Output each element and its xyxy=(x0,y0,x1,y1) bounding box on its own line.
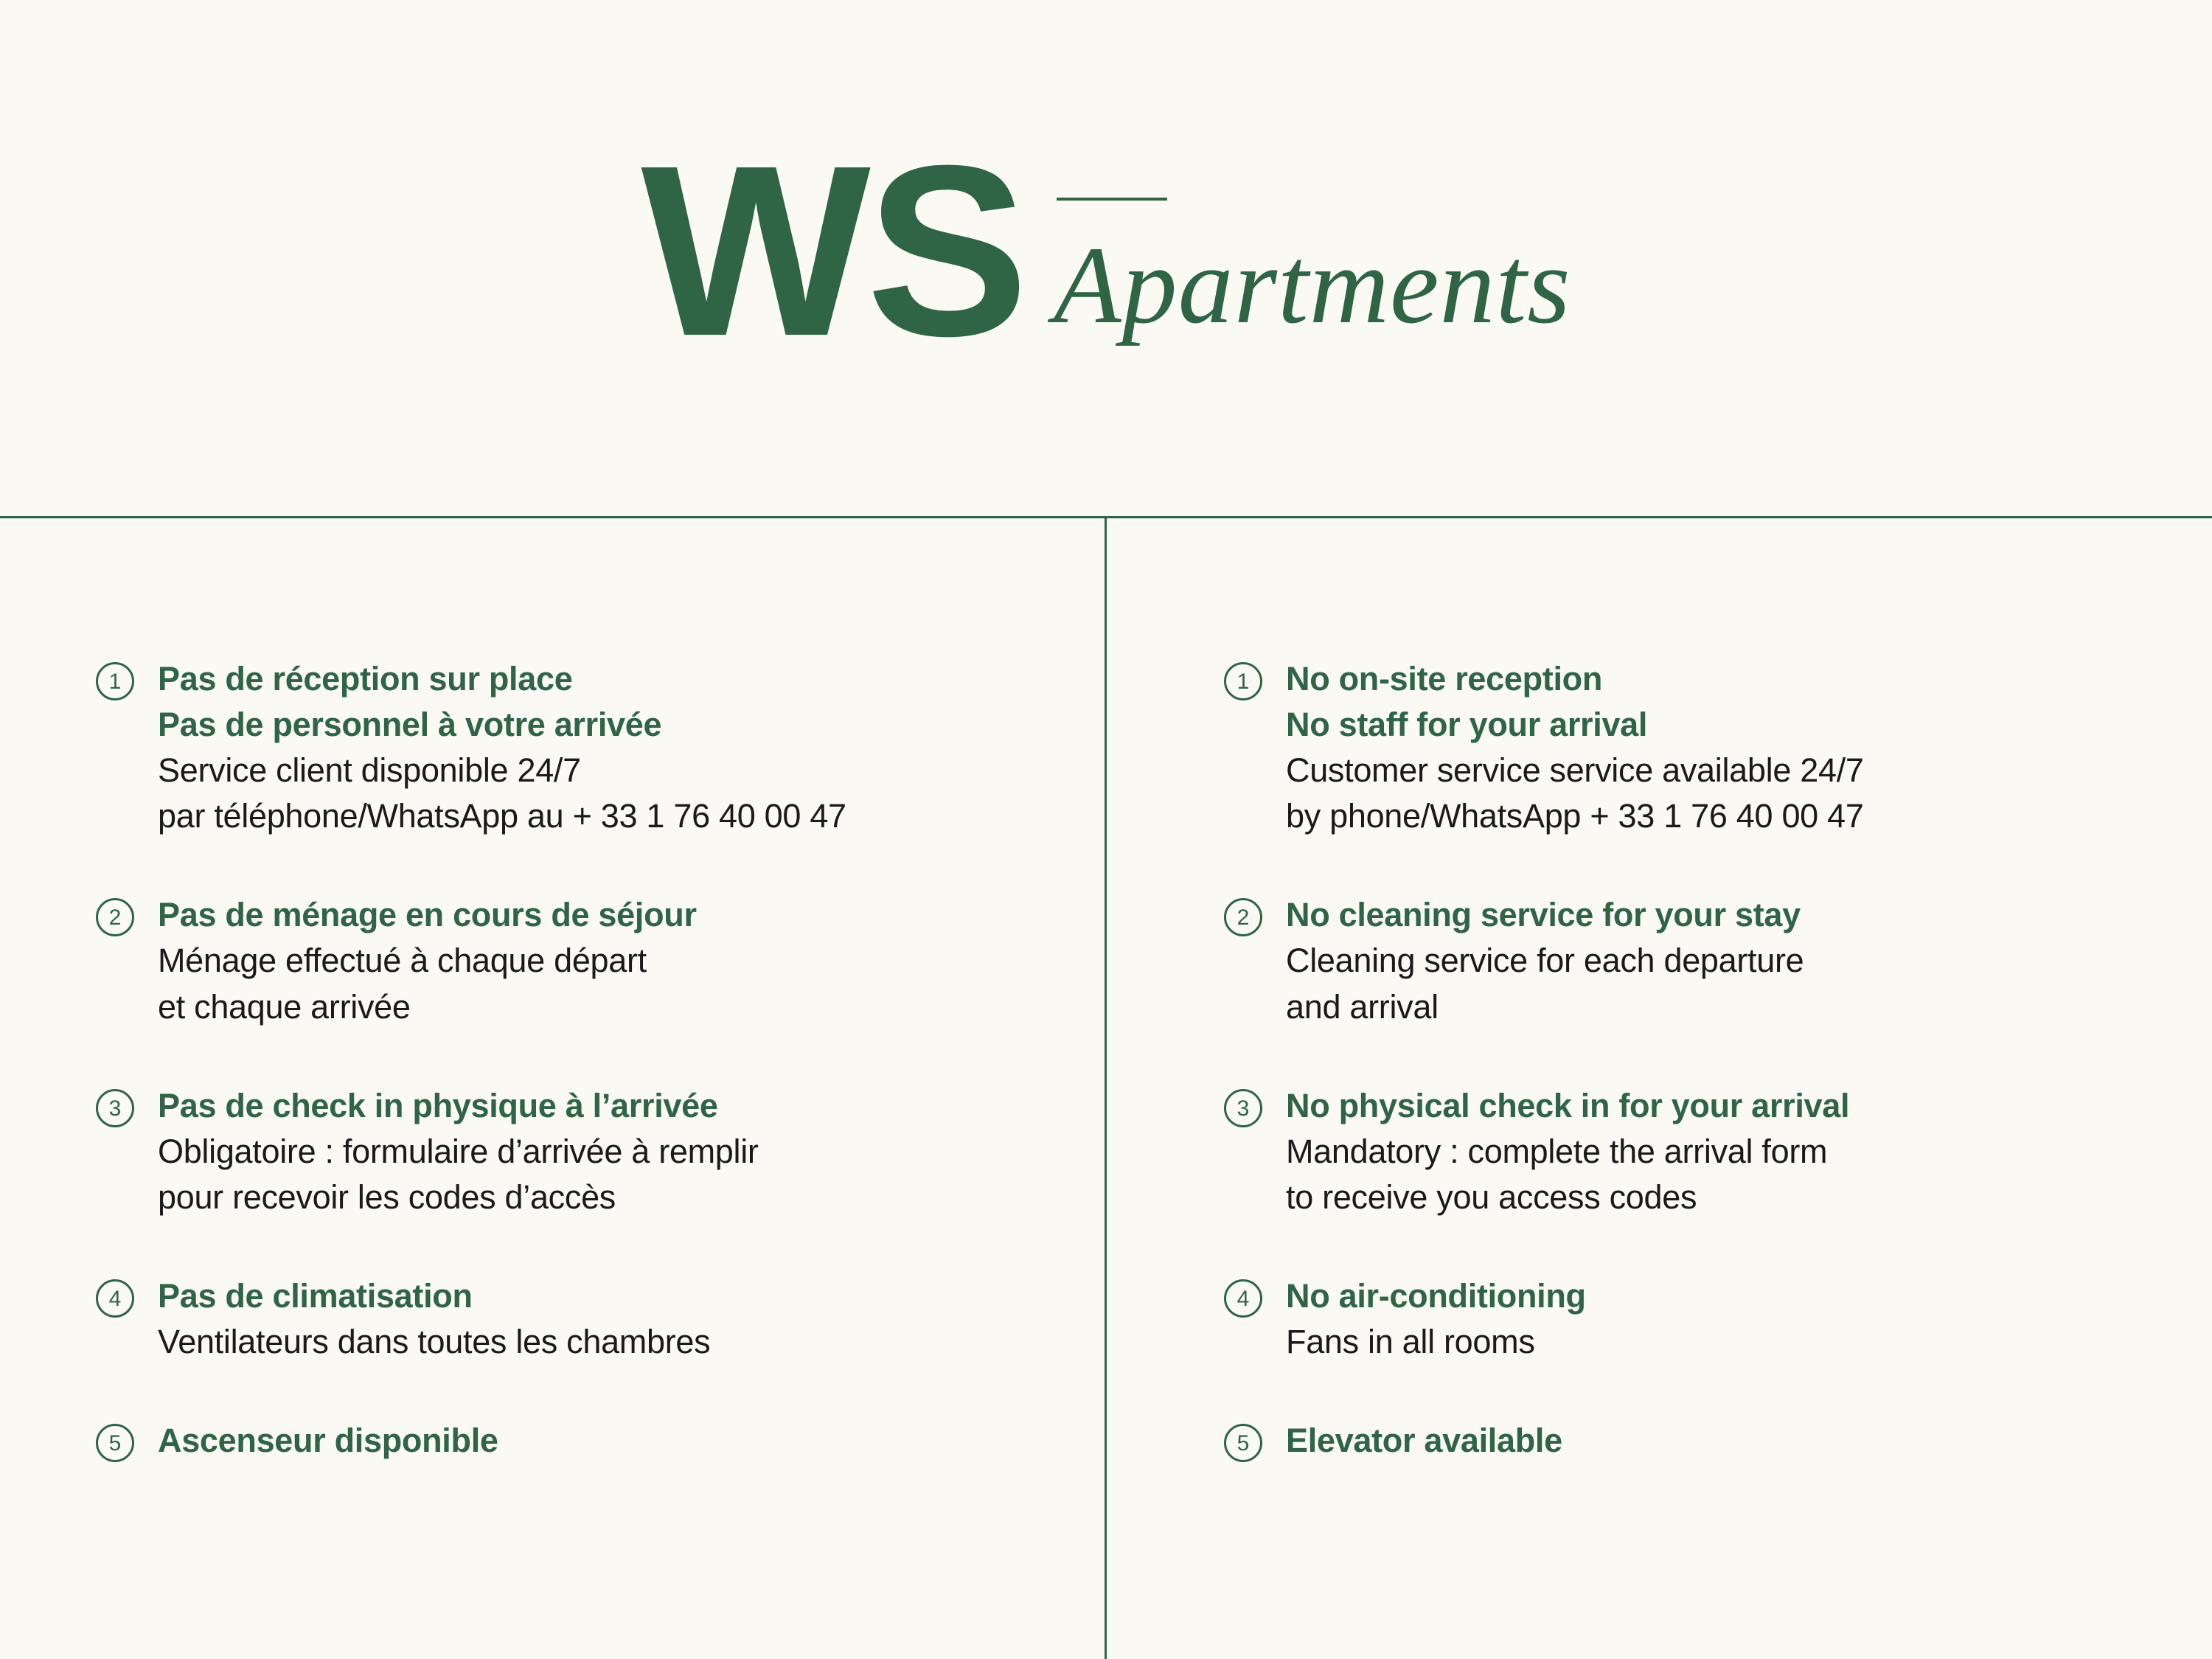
item-title: Elevator available xyxy=(1286,1422,1562,1460)
list-item xyxy=(1224,1418,2146,1464)
item-number: 4 xyxy=(96,1279,134,1318)
item-title: No staff for your arrival xyxy=(1286,706,1648,744)
item-title: Pas de ménage en cours de séjour xyxy=(158,896,697,934)
item-body xyxy=(158,656,1040,839)
logo-wordmark-group xyxy=(1054,198,1571,354)
logo-divider-rule xyxy=(1057,198,1167,201)
item-body xyxy=(1286,1273,2146,1365)
item-detail: et chaque arrivée xyxy=(158,987,411,1026)
item-number: 1 xyxy=(1224,662,1262,700)
item-body xyxy=(158,1418,1040,1464)
item-title: No air-conditioning xyxy=(1286,1276,1586,1315)
item-detail: Fans in all rooms xyxy=(1286,1323,1535,1361)
item-detail: and arrival xyxy=(1286,987,1439,1026)
column-english xyxy=(1106,516,2212,1659)
item-detail: Service client disponible 24/7 xyxy=(158,751,581,790)
list-item xyxy=(96,1273,1040,1365)
item-title: No physical check in for your arrival xyxy=(1286,1086,1850,1124)
item-body xyxy=(158,1273,1040,1365)
item-body xyxy=(1286,1418,2146,1464)
item-number: 5 xyxy=(1224,1424,1262,1462)
item-body xyxy=(158,892,1040,1029)
item-title: Pas de personnel à votre arrivée xyxy=(158,706,662,744)
item-number: 4 xyxy=(1224,1279,1262,1318)
logo-mark: WS xyxy=(641,114,1024,386)
item-detail: pour recevoir les codes d’accès xyxy=(158,1178,616,1216)
item-body xyxy=(1286,656,2146,839)
list-item xyxy=(1224,1273,2146,1365)
item-detail: Mandatory : complete the arrival form xyxy=(1286,1132,1828,1170)
item-body xyxy=(1286,1083,2146,1220)
item-body xyxy=(158,1083,1040,1220)
item-detail: Ménage effectué à chaque départ xyxy=(158,942,647,980)
item-title: Pas de climatisation xyxy=(158,1276,473,1315)
list-item xyxy=(1224,1083,2146,1220)
item-number: 2 xyxy=(96,898,134,936)
item-title: Pas de réception sur place xyxy=(158,660,573,698)
list-item xyxy=(1224,892,2146,1029)
brand-header xyxy=(0,0,2212,516)
item-number: 5 xyxy=(96,1424,134,1462)
item-detail: to receive you access codes xyxy=(1286,1178,1697,1216)
list-item xyxy=(96,892,1040,1029)
item-title: No cleaning service for your stay xyxy=(1286,896,1801,934)
item-title: Pas de check in physique à l’arrivée xyxy=(158,1086,718,1124)
item-body xyxy=(1286,892,2146,1029)
item-number: 2 xyxy=(1224,898,1262,936)
list-item xyxy=(96,1418,1040,1464)
item-detail: Ventilateurs dans toutes les chambres xyxy=(158,1323,711,1361)
logo-wordmark: Apartments xyxy=(1053,224,1571,347)
item-number: 3 xyxy=(1224,1089,1262,1127)
item-number: 1 xyxy=(96,662,134,700)
item-title: No on-site reception xyxy=(1286,660,1603,698)
item-detail: Customer service service available 24/7 xyxy=(1286,751,1864,790)
item-detail: by phone/WhatsApp + 33 1 76 40 00 47 xyxy=(1286,797,1864,835)
list-item xyxy=(96,656,1040,839)
item-number: 3 xyxy=(96,1089,134,1127)
item-detail: par téléphone/WhatsApp au + 33 1 76 40 00 47 xyxy=(158,797,846,835)
item-title: Ascenseur disponible xyxy=(158,1422,498,1460)
list-item xyxy=(1224,656,2146,839)
item-detail: Cleaning service for each departure xyxy=(1286,942,1804,980)
item-detail: Obligatoire : formulaire d’arrivée à remplir xyxy=(158,1132,759,1170)
column-french xyxy=(0,516,1106,1659)
list-item xyxy=(96,1083,1040,1220)
logo xyxy=(641,114,1571,386)
content-columns xyxy=(0,516,2212,1659)
